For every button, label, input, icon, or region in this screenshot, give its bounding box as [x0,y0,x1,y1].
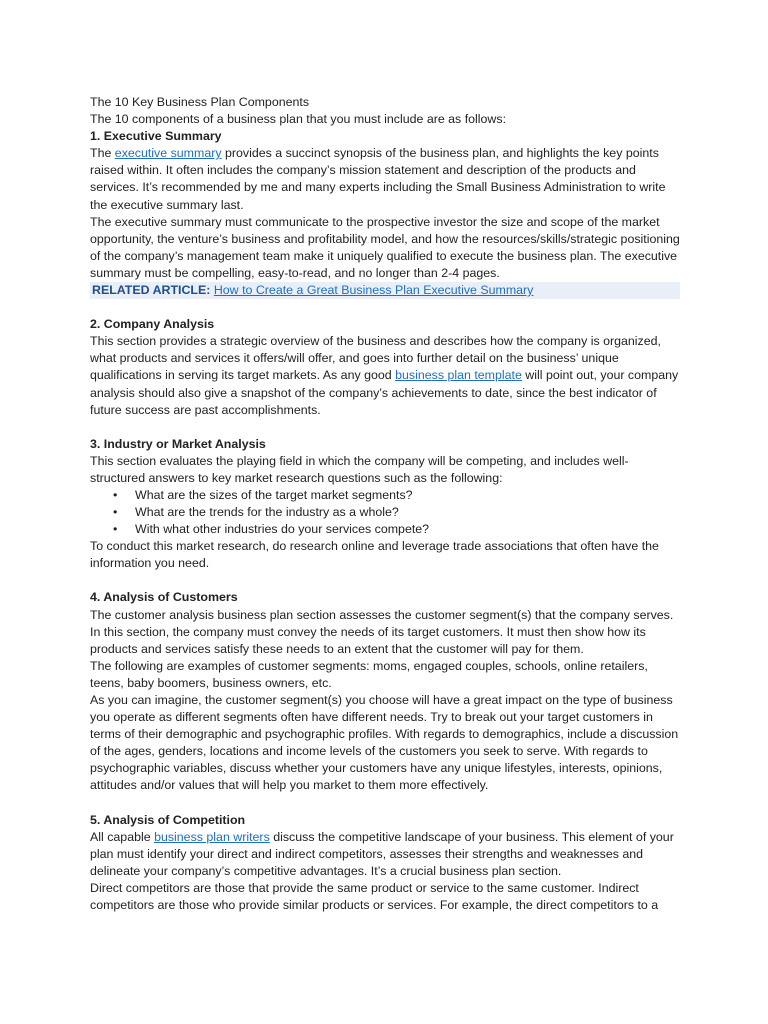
section-3-paragraph-2: To conduct this market research, do research online and leverage trade associations that often have the information you need. [90,539,659,571]
section-1-paragraph-1 [90,145,680,213]
spacer [90,795,680,812]
document-page [90,94,680,914]
market-questions-list [90,487,680,538]
executive-summary-link[interactable]: executive summary [114,146,222,161]
spacer [90,299,680,316]
doc-title: The 10 Key Business Plan Components [90,95,310,109]
section-5-paragraph-1 [90,829,680,880]
text-run: The [90,146,115,161]
related-article-link[interactable]: How to Create a Great Business Plan Executive Summary [213,283,534,298]
section-4-paragraph-3: As you can imagine, the customer segment(s) you choose will have a great impact on the type of business you operate as different segments often have different needs. Try to break out your target customers in terms of their demographic and psychographic profiles. With regards to demographics, include a discussion of the ages, genders, locations and income levels of the customers you seek to serve. With regards to psychographic variables, discuss whether your customers have any unique lifestyles, interests, opinions, attitudes and/or values that will help you market to them more effectively. [90,693,679,793]
section-1-paragraph-2: The executive summary must communicate to the prospective investor the size and scope of the market opportunity, the venture’s business and profitability model, and how the resources/skills/strategic positioning of the company’s management team make it uniquely qualified to execute the business plan. The executive summary must be compelling, easy-to-read, and no longer than 2-4 pages. [90,214,680,280]
list-item: • With what other industries do your services compete? [90,521,680,538]
business-plan-writers-link[interactable]: business plan writers [154,829,270,844]
section-1-heading: 1. Executive Summary [90,129,222,144]
section-5-heading: 5. Analysis of Competition [90,812,246,827]
text-run: provides a succinct synopsis of the business plan, and highlights the key points raised within. It often includes the company’s mission statement and description of the products and services. It’s recommended by me and many experts including the Small Business Administration to write the executive summary last. [90,146,666,212]
text-run: discuss the competitive landscape of your business. This element of your plan must identify your direct and indirect competitors, assesses their strengths and weaknesses and delineate your company’s competitive advantages. It’s a crucial business plan section. [90,829,674,878]
text-run: This section provides a strategic overview of the business and describes how the company is organized, what products and services it offers/will offer, and goes into further detail on the business’ unique qualifications in serving its target markets. As any good [90,334,661,383]
doc-intro: The 10 components of a business plan that you must include are as follows: [90,112,507,127]
section-4-paragraph-2: The following are examples of customer segments: moms, engaged couples, schools, online retailers, teens, baby boomers, business owners, etc. [90,658,648,690]
section-4-heading: 4. Analysis of Customers [90,590,238,605]
section-5-paragraph-2: Direct competitors are those that provide the same product or service to the same customer. Indirect competitors are those who provide similar products or services. For example, the direct competitors to a [90,880,659,913]
section-3-heading: 3. Industry or Market Analysis [90,436,266,451]
text-run: will point out, your company analysis should also give a snapshot of the company’s achievements to date, since the best indicator of future success are past accomplishments. [90,368,679,417]
spacer [90,419,680,436]
list-item: • What are the sizes of the target market segments? [90,487,680,504]
list-item: • What are the trends for the industry as a whole? [90,504,680,521]
spacer [90,572,680,589]
section-4-paragraph-1: The customer analysis business plan section assesses the customer segment(s) that the company serves. In this section, the company must convey the needs of its target customers. It must then show how its products and services satisfy these needs to an extent that the customer will pay for them. [90,607,674,656]
related-article-box [90,282,680,299]
related-article-label: RELATED ARTICLE: [92,283,211,298]
section-3-paragraph-1: This section evaluates the playing field in which the company will be competing, and includes well-structured answers to key market research questions such as the following: [90,453,629,485]
section-2-heading: 2. Company Analysis [90,317,215,332]
business-plan-template-link[interactable]: business plan template [395,368,522,383]
section-2-paragraph-1 [90,333,680,418]
text-run: All capable [90,829,155,844]
